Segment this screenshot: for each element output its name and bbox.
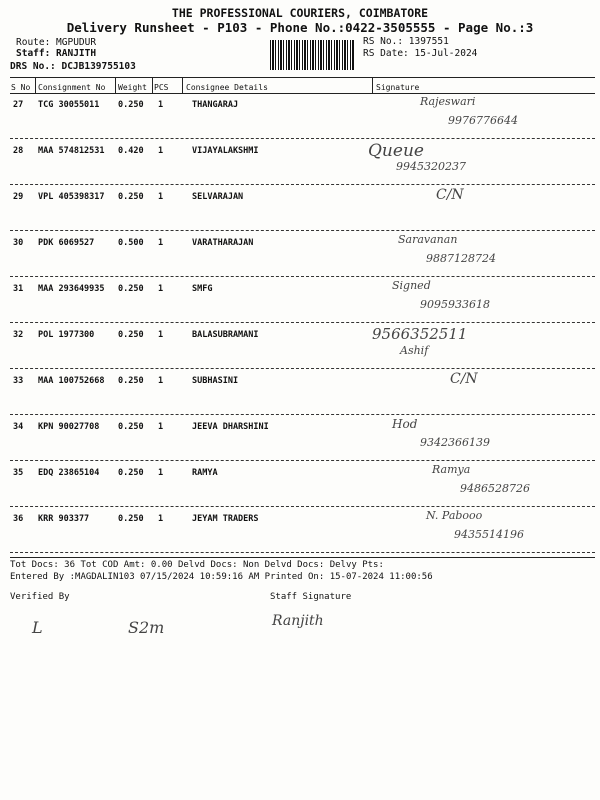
- row-consignee: RAMYA: [192, 468, 218, 478]
- col-divider: [152, 77, 153, 93]
- row-handwritten-signature: Signed: [392, 279, 431, 292]
- row-consignment-no: MAA 574812531: [38, 146, 105, 156]
- row-consignee: BALASUBRAMANI: [192, 330, 259, 340]
- row-handwritten-phone: Ashif: [400, 344, 429, 357]
- row-consignment-no: KPN 90027708: [38, 422, 100, 432]
- row-pcs: 1: [158, 376, 164, 386]
- row-consignee: SMFG: [192, 284, 213, 294]
- row-separator: [10, 322, 595, 323]
- col-header-signature: Signature: [376, 83, 420, 92]
- row-handwritten-phone: 9095933618: [420, 298, 490, 311]
- row-consignee: VIJAYALAKSHMI: [192, 146, 259, 156]
- row-pcs: 1: [158, 330, 164, 340]
- entered-by-line: Entered By :MAGDALIN103 07/15/2024 10:59:16 AM Printed On: 15-07-2024 11:00:56: [10, 572, 433, 582]
- row-weight: 0.250: [118, 514, 144, 524]
- row-handwritten-signature: C/N: [436, 187, 464, 203]
- row-weight: 0.250: [118, 422, 144, 432]
- row-weight: 0.250: [118, 468, 144, 478]
- row-handwritten-phone: 9486528726: [460, 482, 530, 495]
- row-consignment-no: TCG 30055011: [38, 100, 100, 110]
- drs-number: DRS No.: DCJB139755103: [10, 61, 136, 72]
- row-consignment-no: POL 1977300: [38, 330, 95, 340]
- row-separator: [10, 460, 595, 461]
- col-header-consignee: Consignee Details: [186, 83, 268, 92]
- verifier-signature-1: L: [32, 618, 43, 637]
- table-header-border: [10, 93, 595, 94]
- row-consignment-no: KRR 903377: [38, 514, 90, 524]
- row-sno: 34: [13, 422, 24, 432]
- verifier-signature-2: S2m: [128, 618, 165, 637]
- row-sno: 30: [13, 238, 24, 248]
- row-pcs: 1: [158, 514, 164, 524]
- staff-label: Staff: RANJITH: [16, 48, 97, 59]
- row-pcs: 1: [158, 422, 164, 432]
- row-handwritten-signature: C/N: [450, 371, 478, 387]
- staff-handwritten-signature: Ranjith: [272, 613, 324, 629]
- row-weight: 0.420: [118, 146, 144, 156]
- row-sno: 35: [13, 468, 24, 478]
- row-pcs: 1: [158, 238, 164, 248]
- row-consignee: THANGARAJ: [192, 100, 239, 110]
- rs-date: RS Date: 15-Jul-2024: [363, 48, 478, 59]
- row-sno: 36: [13, 514, 24, 524]
- row-weight: 0.250: [118, 100, 144, 110]
- staff-signature-label: Staff Signature: [270, 592, 352, 602]
- row-consignment-no: MAA 100752668: [38, 376, 105, 386]
- col-divider: [35, 77, 36, 93]
- row-sno: 29: [13, 192, 24, 202]
- row-handwritten-signature: Hod: [392, 417, 418, 431]
- row-pcs: 1: [158, 146, 164, 156]
- row-separator: [10, 368, 595, 369]
- row-sno: 32: [13, 330, 24, 340]
- verified-by-label: Verified By: [10, 592, 70, 602]
- row-pcs: 1: [158, 192, 164, 202]
- footer-border: [10, 557, 595, 558]
- col-divider: [372, 77, 373, 93]
- route-label: Route: MGPUDUR: [16, 37, 97, 48]
- col-header-consignment: Consignment No: [38, 83, 106, 92]
- col-divider: [182, 77, 183, 93]
- col-header-pcs: PCS: [154, 83, 169, 92]
- row-separator: [10, 506, 595, 507]
- row-consignee: JEYAM TRADERS: [192, 514, 259, 524]
- row-handwritten-signature: Saravanan: [398, 233, 458, 246]
- row-handwritten-signature: N. Pabooo: [426, 509, 483, 522]
- col-header-weight: Weight: [118, 83, 147, 92]
- row-consignment-no: EDQ 23865104: [38, 468, 100, 478]
- row-sno: 33: [13, 376, 24, 386]
- row-separator: [10, 184, 595, 185]
- row-handwritten-signature: Ramya: [432, 463, 471, 476]
- totals-line: Tot Docs: 36 Tot COD Amt: 0.00 Delvd Docs: Non Delvd Docs: Delvy Pts:: [10, 560, 384, 570]
- row-consignee: SUBHASINI: [192, 376, 239, 386]
- row-separator: [10, 414, 595, 415]
- row-weight: 0.250: [118, 284, 144, 294]
- row-consignment-no: MAA 293649935: [38, 284, 105, 294]
- row-pcs: 1: [158, 468, 164, 478]
- row-handwritten-signature: Rajeswari: [420, 95, 476, 108]
- row-handwritten-phone: 9342366139: [420, 436, 490, 449]
- row-handwritten-signature: 9566352511: [372, 325, 468, 343]
- row-handwritten-phone: 9976776644: [448, 114, 518, 127]
- runsheet-title: Delivery Runsheet - P103 - Phone No.:0422-3505555 - Page No.:3: [66, 20, 534, 35]
- row-handwritten-phone: 9887128724: [426, 252, 496, 265]
- row-consignee: JEEVA DHARSHINI: [192, 422, 269, 432]
- row-consignee: VARATHARAJAN: [192, 238, 254, 248]
- row-separator: [10, 138, 595, 139]
- row-consignment-no: VPL 405398317: [38, 192, 105, 202]
- row-handwritten-phone: 9435514196: [454, 528, 524, 541]
- row-weight: 0.250: [118, 330, 144, 340]
- row-separator: [10, 552, 595, 553]
- barcode-image: [270, 40, 354, 70]
- table-top-border: [10, 77, 595, 78]
- row-consignee: SELVARAJAN: [192, 192, 244, 202]
- row-consignment-no: PDK 6069527: [38, 238, 95, 248]
- row-weight: 0.500: [118, 238, 144, 248]
- row-sno: 31: [13, 284, 24, 294]
- col-divider: [115, 77, 116, 93]
- row-handwritten-phone: 9945320237: [396, 160, 466, 173]
- company-title: THE PROFESSIONAL COURIERS, COIMBATORE: [171, 6, 429, 20]
- rs-number: RS No.: 1397551: [363, 36, 449, 47]
- row-pcs: 1: [158, 100, 164, 110]
- row-sno: 27: [13, 100, 24, 110]
- col-header-sno: S No: [11, 83, 31, 92]
- row-weight: 0.250: [118, 192, 144, 202]
- row-separator: [10, 276, 595, 277]
- row-weight: 0.250: [118, 376, 144, 386]
- row-handwritten-signature: Queue: [368, 141, 424, 161]
- row-sno: 28: [13, 146, 24, 156]
- row-pcs: 1: [158, 284, 164, 294]
- row-separator: [10, 230, 595, 231]
